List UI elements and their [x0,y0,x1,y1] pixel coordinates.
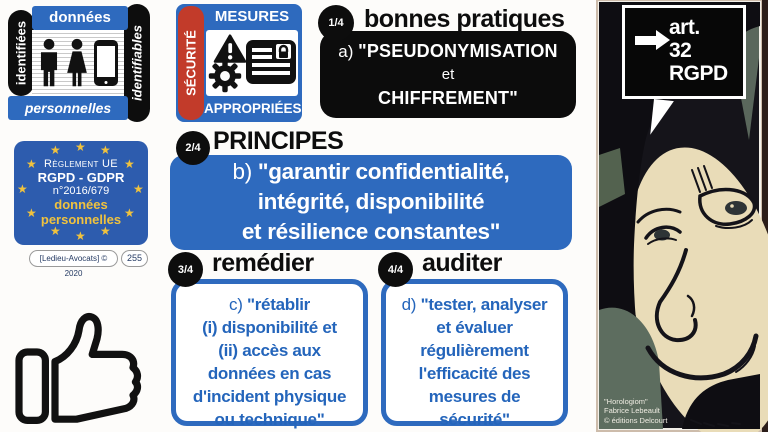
identifiees-pill [8,10,34,96]
security-icons-panel [206,30,298,96]
star-icon: ★ [124,206,135,220]
star-icon: ★ [75,140,86,154]
badge-3-4: 3/4 [168,252,203,287]
securite-label: SÉCURITÉ [183,30,199,96]
star-icon: ★ [26,206,37,220]
title-remedier: remédier [212,249,314,277]
comic-credits: "Horologiom" Fabrice Lebeault © éditions Delcourt [604,396,668,425]
donnees-personnelles-logo [8,4,166,122]
identifiables-label: identifiables [129,25,145,101]
arrow-right-icon [635,36,657,45]
title-principes: PRINCIPES [213,127,344,155]
speech-bubble-tail [650,99,674,137]
appropriees-label: APPROPRIÉES [204,101,302,116]
title-bonnes-pratiques: bonnes pratiques [364,5,565,33]
badge-4-4: 4/4 [378,252,413,287]
eu-flag-text: Règlement UE RGPD - GDPR n°2016/679 données personnelles [37,158,125,227]
gear-icon [207,58,243,94]
comic-panel [596,0,768,432]
speech-bubble-art-32 [622,5,746,99]
credit-pill: [Ledieu-Avocats] © 2020 [29,250,118,267]
star-icon: ★ [50,143,61,157]
title-auditer: auditer [422,249,502,277]
star-icon: ★ [26,157,37,171]
man-icon [38,38,60,88]
speech-bubble-text: art. 32 RGPD [669,16,728,85]
personnelles-label: personnelles [8,96,128,120]
eu-rgpd-flag [14,141,148,245]
personal-data-illustration [32,30,124,96]
star-icon: ★ [75,229,86,243]
page-number: 255 [121,250,148,267]
woman-icon [65,38,89,88]
document-lock-icon [246,39,296,85]
star-icon: ★ [133,182,144,196]
star-icon: ★ [50,224,61,238]
security-measures-logo [176,4,302,122]
box-retablir: c) "rétablir (i) disponibilité et (ii) accès aux données en cas d'incident physique ou technique" [171,279,368,426]
star-icon: ★ [100,224,111,238]
star-icon: ★ [124,157,135,171]
badge-2-4: 2/4 [176,131,210,165]
thumbs-up-icon [12,298,158,430]
mesures-label: MESURES [214,8,290,25]
box-pseudonymisation: a) "PSEUDONYMISATION et CHIFFREMENT" [320,31,576,118]
smartphone-icon [94,40,118,86]
star-icon: ★ [100,143,111,157]
star-icon: ★ [17,182,28,196]
badge-1-4: 1/4 [318,5,354,41]
identifiees-label: identifiées [13,20,29,86]
securite-pill [178,6,204,120]
box-garantir: b) "garantir confidentialité, intégrité, disponibilité et résilience constantes" [170,155,572,250]
donnees-label: données [32,6,128,30]
box-tester: d) "tester, analyser et évaluer régulièrement l'efficacité des mesures de sécurité" [381,279,568,426]
